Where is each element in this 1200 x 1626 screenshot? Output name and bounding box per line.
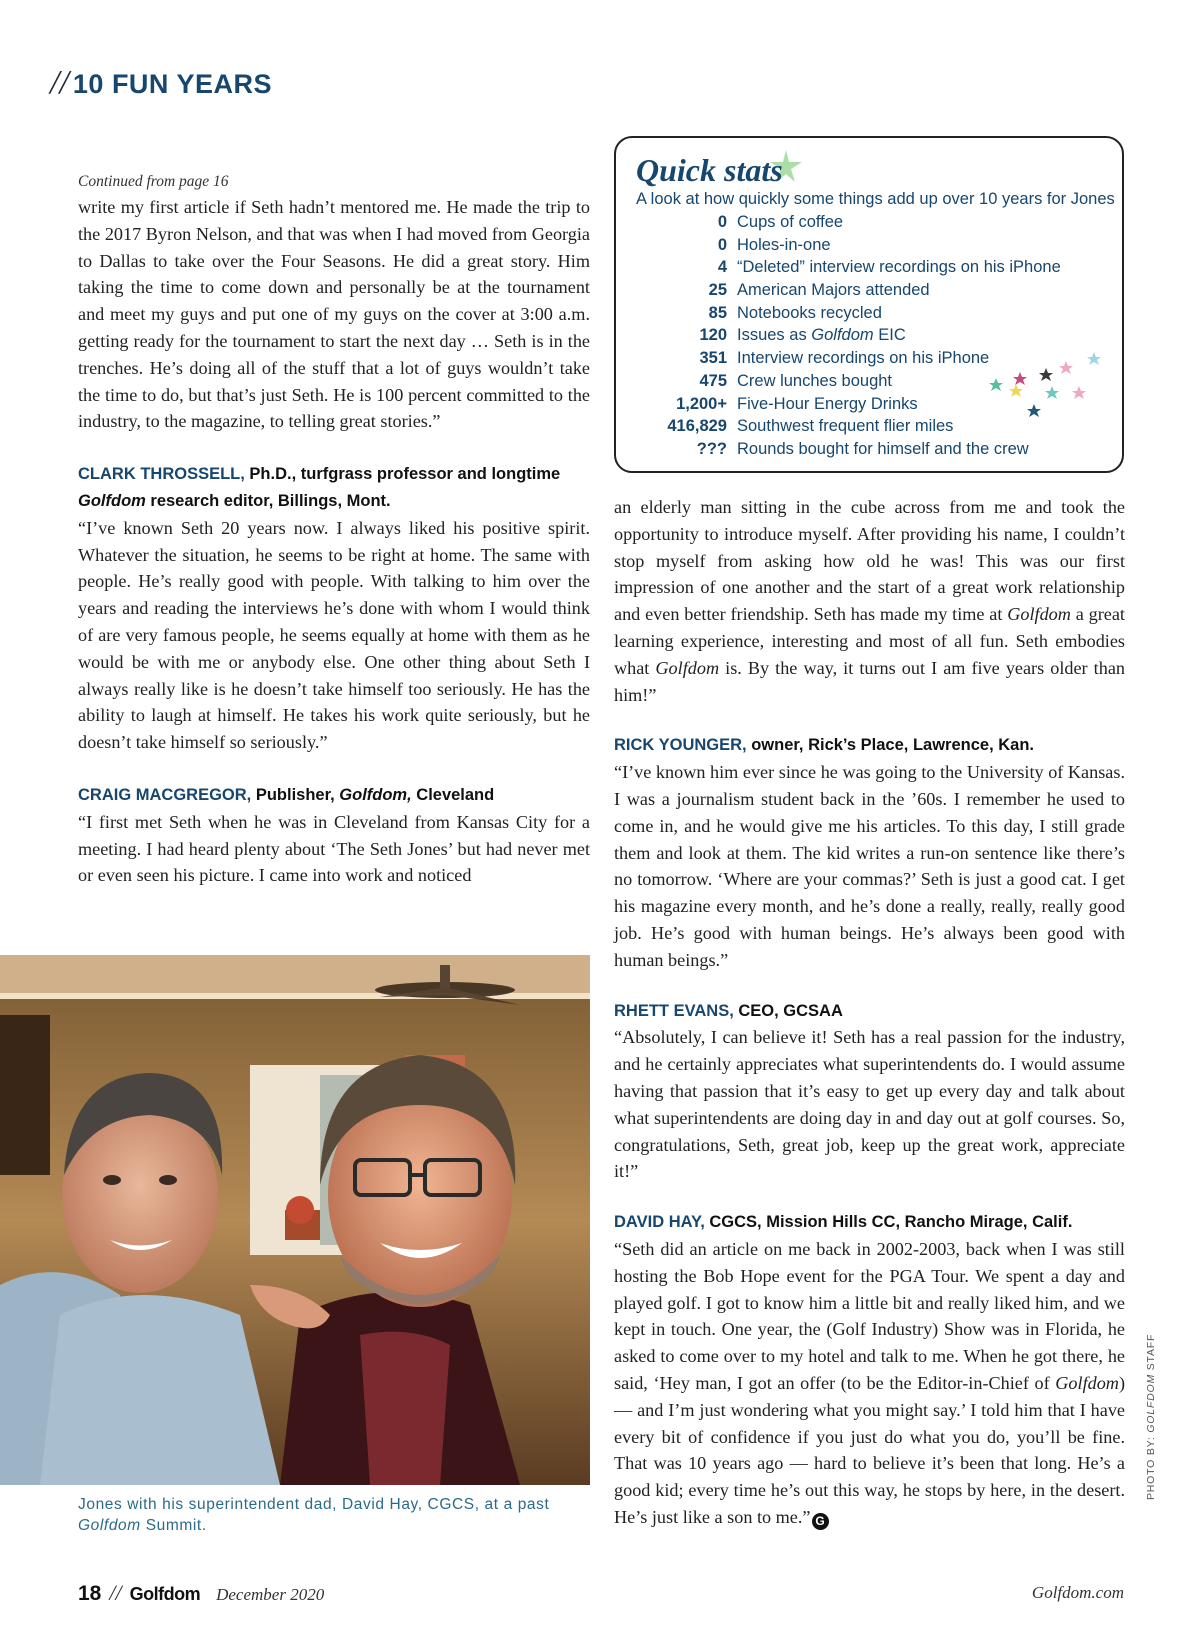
stat-label: Southwest frequent flier miles	[737, 417, 954, 436]
stat-row	[636, 302, 1116, 325]
speaker-magazine: Golfdom,	[339, 785, 412, 804]
quote-text: is. By the way, it turns out I am five years older than him!”	[614, 657, 1125, 705]
left-column	[78, 170, 590, 889]
stat-number: 1,200+	[676, 394, 727, 413]
stat-number: 351	[699, 349, 727, 368]
feature-photo	[0, 955, 590, 1485]
stat-label: Interview recordings on his iPhone	[737, 349, 990, 368]
speaker-name: RICK YOUNGER,	[614, 736, 747, 755]
stat-number: 0	[717, 235, 727, 254]
stat-number: 85	[708, 303, 727, 322]
photo-illustration	[0, 955, 590, 1485]
footer-slashes: //	[109, 1580, 122, 1605]
speaker-heading-hay	[614, 1209, 1125, 1236]
speaker-title: CEO, GCSAA	[733, 1001, 843, 1020]
stat-row	[636, 279, 1116, 302]
quote-text: an elderly man sitting in the cube across from me and took the opportunity to introduce myself. After providing his name, I couldn’t stop myself from asking how old he was! This was our first impression of one another and the start of a great work relationship and even better friendship. Seth has made my time at	[614, 497, 1125, 625]
section-title: 10 FUN YEARS	[72, 69, 272, 99]
speaker-title: Cleveland	[411, 785, 495, 804]
credit-suffix: STAFF	[1145, 1333, 1157, 1374]
stat-number: 4	[717, 258, 727, 277]
speaker-magazine: Golfdom	[78, 491, 146, 510]
caption-magazine: Golfdom	[78, 1517, 141, 1534]
stat-label: “Deleted” interview recordings on his iPhone	[737, 258, 1061, 277]
speaker-heading-younger	[614, 732, 1125, 759]
header-slashes: //	[50, 64, 69, 101]
stat-label-part: Issues as	[737, 326, 812, 345]
page-number: 18	[78, 1582, 102, 1605]
stat-label-part: EIC	[873, 326, 906, 345]
speaker-title: Ph.D., turfgrass professor and longtime	[244, 465, 561, 484]
speaker-title: CGCS, Mission Hills CC, Rancho Mirage, Calif.	[704, 1213, 1073, 1232]
right-column	[614, 494, 1125, 1531]
quote-magazine: Golfdom	[1055, 1372, 1119, 1393]
intro-paragraph: write my first article if Seth hadn’t mentored me. He made the trip to the 2017 Byron Nelson, and that was when I had moved from Georgia to Dallas to take over the Four Seasons. He did a great story. Him taking the time to come down and personally be at the tournament and meet my guys and put one of my guys on the cover at 3:00 a.m. getting ready for the tournament to start the next day … Seth is in the trenches. He’s doing all of the stuff that a lot of guys wouldn’t take the time to do, but that’s just Seth. He is 100 percent committed to the industry, to the magazine, to telling great stories.”	[78, 197, 590, 432]
hay-quote	[614, 1236, 1125, 1531]
stat-number: 120	[699, 326, 727, 345]
throssell-quote: “I’ve known Seth 20 years now. I always liked his positive spirit. Whatever the situation, he seems to be right at home. The same with people. He’s really good with people. With talking to him over the years and reading the interviews he’s done with whom I would think of are very famous people, he seems equally at home with them as he would be with me or anybody else. One other thing about Seth I always really like is he doesn’t take himself too seriously. He has the ability to laugh at himself. He takes his work quite seriously, but he doesn’t take himself so seriously.”	[78, 517, 590, 753]
credit-name: GOLFDOM	[1145, 1373, 1157, 1433]
footer-brand: Golfdom	[129, 1584, 201, 1604]
photo-caption	[78, 1494, 588, 1536]
stat-label: Rounds bought for himself and the crew	[737, 439, 1029, 458]
quick-stats-box	[614, 136, 1124, 473]
stat-label: Crew lunches bought	[737, 371, 893, 390]
quote-text: ) — and I’m just wondering what you might say.’ I told him that I have every bit of confidence if you just do what you do, you’ll be fine. That was 10 years ago — hard to believe it’s been that long. He’s a good kid; every time he’s out this way, he stops by here, in the desert. He’s just like a son to me.”	[614, 1372, 1125, 1527]
stat-number: ???	[696, 439, 727, 458]
speaker-name: RHETT EVANS,	[614, 1001, 734, 1020]
caption-text: Jones with his superintendent dad, David Hay, CGCS, at a past	[78, 1496, 550, 1513]
stat-label: Five-Hour Energy Drinks	[737, 394, 918, 413]
macgregor-quote-continued	[614, 494, 1125, 708]
footer-left	[78, 1580, 324, 1606]
stat-label: Notebooks recycled	[737, 303, 882, 322]
stat-number: 0	[717, 213, 727, 231]
footer-date: December 2020	[216, 1585, 325, 1604]
macgregor-quote: “I first met Seth when he was in Cleveland from Kansas City for a meeting. I had heard plenty about ‘The Seth Jones’ but had never met or even seen his picture. I came into work and noticed	[78, 811, 590, 886]
speaker-name: CRAIG MACGREGOR,	[78, 785, 252, 804]
caption-text: Summit.	[140, 1517, 207, 1534]
continued-note: Continued from page 16	[78, 173, 229, 190]
stat-row	[636, 256, 1116, 279]
speaker-heading-evans	[614, 998, 1125, 1025]
speaker-name: CLARK THROSSELL,	[78, 465, 245, 484]
younger-quote: “I’ve known him ever since he was going to the University of Kansas. I was a journalism student back in the ’60s. I remember he used to come in, and he would give me his articles. To this day, I still grade them and look at them. The kid writes a run-on sentence like there’s no tomorrow. ‘Where are your commas?’ Seth is just a good cat. I get his magazine every month, and he’s done a really, really, really good job. He’s good with human beings. He’s always been good with human beings.”	[614, 762, 1125, 970]
speaker-title: Publisher,	[251, 785, 340, 804]
section-header	[50, 64, 272, 102]
evans-quote: “Absolutely, I can believe it! Seth has a real passion for the industry, and he certainly appreciates what superintendents do. I would assume having that passion that it’s easy to get up every day and talk about what superintendents are doing day in and day out at golf courses. So, congratulations, Seth, great job, keep up the great work, appreciate it!”	[614, 1027, 1125, 1182]
stat-label: Holes-in-one	[737, 235, 831, 254]
stat-number: 416,829	[667, 417, 727, 436]
quote-text: “Seth did an article on me back in 2002-2003, back when I was still hosting the Bob Hope event for the PGA Tour. We spent a day and played golf. I got to know him a little bit and really liked him, and we kept in touch. One year, the (Golf Industry) Show was in Florida, he asked to come over to my hotel and talk to me. When he got there, he said, ‘Hey man, I got an offer (to be the Editor-in-Chief of	[614, 1238, 1125, 1393]
quote-magazine: Golfdom	[1007, 604, 1071, 625]
stat-label-magazine: Golfdom	[811, 326, 874, 345]
speaker-name: DAVID HAY,	[614, 1213, 705, 1232]
photo-credit	[1145, 1300, 1157, 1500]
speaker-title: research editor, Billings, Mont.	[145, 491, 391, 510]
stat-row	[636, 234, 1116, 257]
quote-magazine: Golfdom	[655, 657, 720, 678]
quote-text: a great learning experience, interesting and most of all fun. Seth embodies what	[614, 604, 1125, 678]
confetti-stars-icon	[976, 346, 1116, 426]
stat-label: American Majors attended	[737, 281, 930, 300]
speaker-heading-macgregor	[78, 782, 590, 809]
footer-website[interactable]: Golfdom.com	[1031, 1583, 1124, 1602]
speaker-heading-throssell	[78, 461, 590, 515]
stat-row	[636, 324, 1116, 347]
stat-number: 25	[708, 281, 727, 300]
golfdom-end-mark-icon: G	[812, 1513, 829, 1530]
credit-label: PHOTO BY:	[1145, 1432, 1157, 1500]
stat-label	[737, 324, 906, 347]
speaker-title: owner, Rick’s Place, Lawrence, Kan.	[746, 736, 1034, 755]
quick-stats-subtitle: A look at how quickly some things add up over 10 years for Jones	[636, 190, 1115, 208]
stat-number: 475	[699, 371, 727, 390]
stat-row	[636, 211, 1116, 234]
quick-stats-title: Quick stats	[636, 152, 783, 188]
stat-row	[636, 438, 1116, 461]
stat-label: Cups of coffee	[737, 213, 844, 231]
